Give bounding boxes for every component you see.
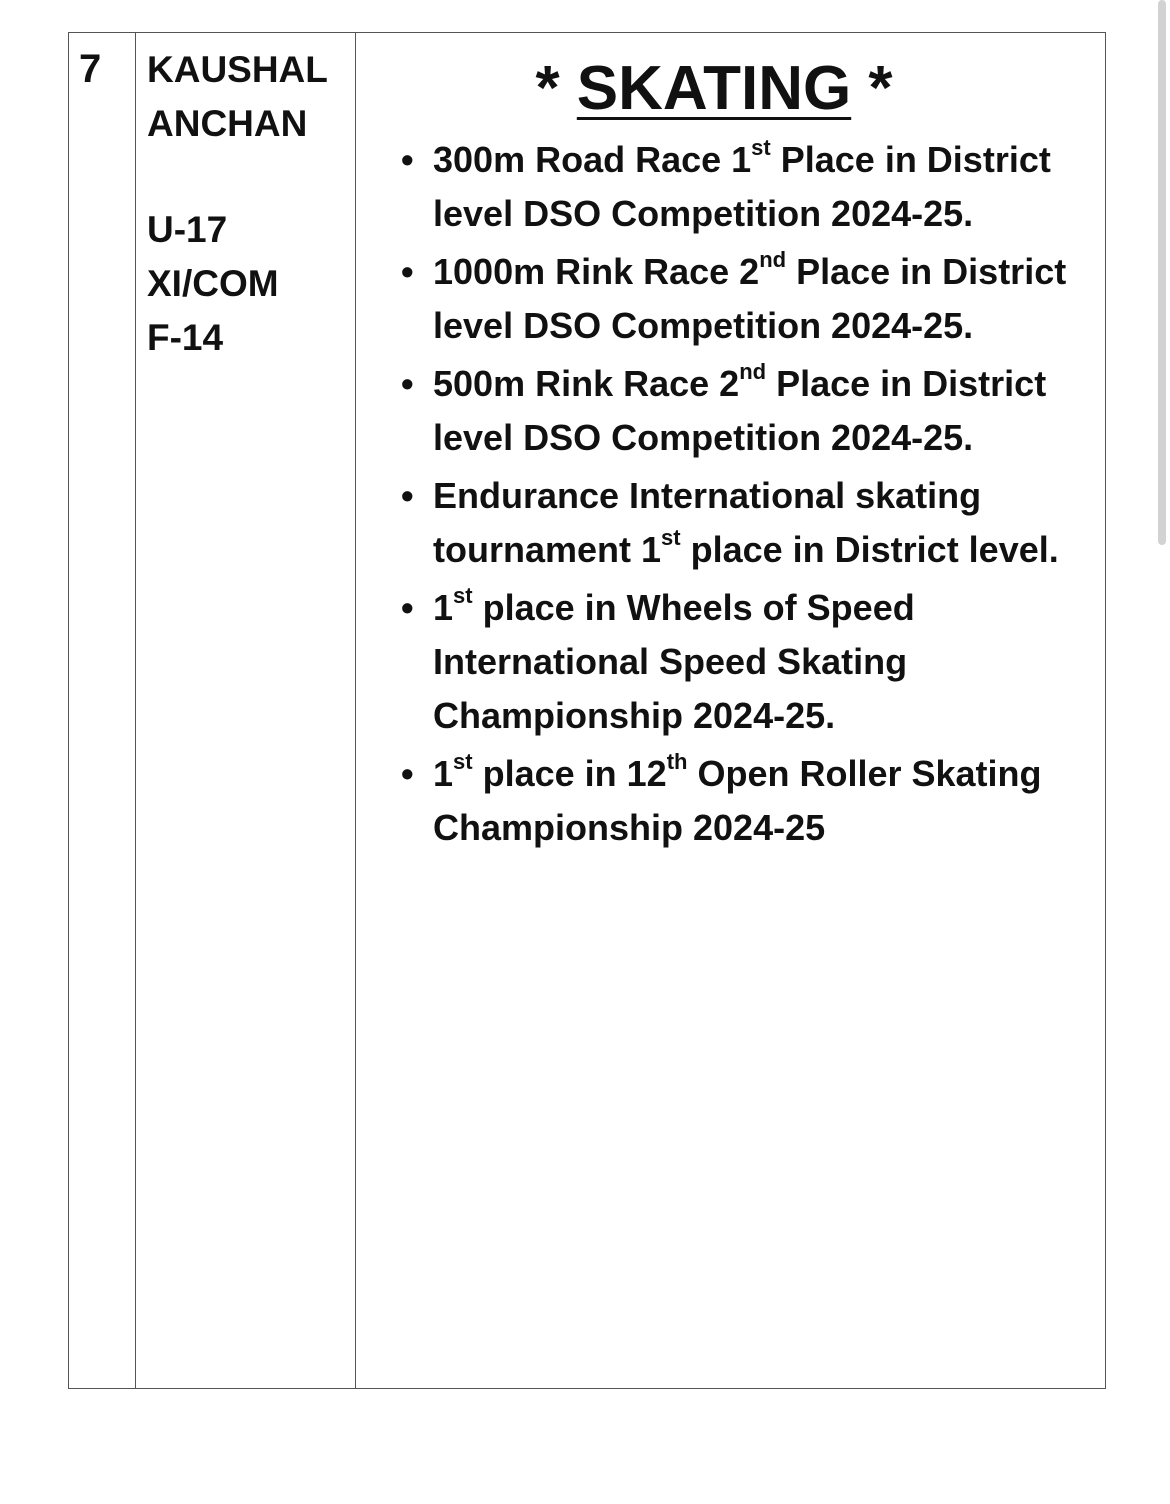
achievement-text: 1000m Rink Race 2 <box>433 251 760 292</box>
achievement-text: Place in District level DSO Competition 2024-25. <box>433 139 1051 234</box>
scrollbar[interactable] <box>1158 0 1166 545</box>
ordinal-suffix: nd <box>739 359 767 384</box>
bullet-icon: • <box>401 587 414 628</box>
bullet-icon: • <box>401 753 414 794</box>
column-divider <box>355 33 356 1388</box>
achievement-item <box>369 133 1099 241</box>
student-class: XI/COM <box>147 263 279 304</box>
ordinal-suffix: st <box>751 135 771 160</box>
achievement-text: place in 12 <box>472 753 667 794</box>
achievement-text: 1 <box>433 587 454 628</box>
achievement-item <box>369 357 1099 465</box>
bullet-icon: • <box>401 475 414 516</box>
student-code: F-14 <box>147 317 224 358</box>
achievement-item <box>369 245 1099 353</box>
achievement-text: place in District level. <box>680 529 1059 570</box>
ordinal-suffix: st <box>453 749 473 774</box>
student-info <box>147 43 347 365</box>
achievement-table <box>68 32 1106 1389</box>
age-category: U-17 <box>147 209 228 250</box>
achievements-cell <box>369 43 1099 859</box>
bullet-icon: • <box>401 363 414 404</box>
achievement-text: 1 <box>433 753 454 794</box>
achievement-text: Open Roller Skating Championship 2024-25 <box>433 753 1042 848</box>
achievement-text: place in Wheels of Speed International Speed Skating Championship 2024-25. <box>433 587 915 736</box>
heading-suffix: * <box>851 54 893 123</box>
bullet-icon: • <box>401 139 414 180</box>
ordinal-suffix: st <box>661 525 681 550</box>
achievement-item <box>369 581 1099 743</box>
achievement-text: Place in District level DSO Competition 2024-25. <box>433 251 1067 346</box>
student-name-first: KAUSHAL <box>147 49 328 90</box>
ordinal-suffix: st <box>453 583 473 608</box>
heading-title: SKATING <box>576 54 852 123</box>
column-divider <box>135 33 136 1388</box>
achievement-text: Endurance International skating tournament 1 <box>433 475 982 570</box>
achievement-text: 500m Rink Race 2 <box>433 363 740 404</box>
achievement-text: 300m Road Race 1 <box>433 139 752 180</box>
ordinal-suffix: th <box>666 749 688 774</box>
achievement-list <box>369 133 1099 855</box>
achievement-item <box>369 747 1099 855</box>
heading-prefix: * <box>535 54 577 123</box>
achievement-text: Place in District level DSO Competition 2024-25. <box>433 363 1047 458</box>
bullet-icon: • <box>401 251 414 292</box>
serial-number: 7 <box>79 47 102 91</box>
sport-heading <box>369 49 1099 129</box>
student-name-last: ANCHAN <box>147 103 308 144</box>
ordinal-suffix: nd <box>759 247 787 272</box>
achievement-item <box>369 469 1099 577</box>
